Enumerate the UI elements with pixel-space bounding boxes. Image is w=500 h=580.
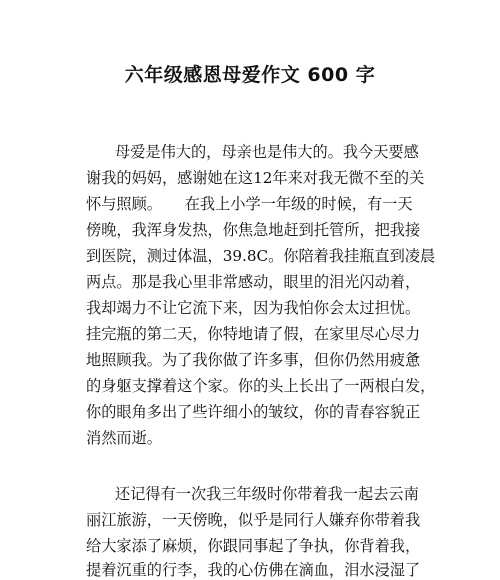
- text-line: 谢我的妈妈，感谢她在这12年来对我无微不至的关: [86, 169, 425, 187]
- text-line: 给大家添了麻烦，你跟同事起了争执，你背着我，: [86, 537, 421, 555]
- text-line: 提着沉重的行李，我的心仿佛在滴血，泪水浸湿了: [86, 561, 421, 579]
- text-line: 母爱是伟大的，母亲也是伟大的。我今天要感: [115, 143, 419, 161]
- document-title: 六年级感恩母爱作文 600 字: [124, 64, 376, 86]
- text-line: 挂完瓶的第二天，你特地请了假，在家里尽心尽力: [86, 325, 421, 343]
- text-line: 消然而逝。: [86, 429, 162, 447]
- text-line: 地照顾我。为了我你做了许多事，但你仍然用疲惫: [86, 351, 421, 369]
- text-line: 我却竭力不让它流下来，因为我怕你会太过担忧。: [86, 299, 421, 317]
- text-line: 两点。那是我心里非常感动，眼里的泪光闪动着，: [86, 273, 421, 291]
- text-line: 你的眼角多出了些许细小的皱纹，你的青春容貌正: [86, 403, 421, 421]
- text-line: 到医院，测过体温，39.8C。你陪着我挂瓶直到凌晨: [86, 247, 436, 265]
- text-line: 丽江旅游，一天傍晚，似乎是同行人嫌弃你带着我: [86, 511, 421, 529]
- text-line: 的身躯支撑着这个家。你的头上长出了一两根白发，: [86, 377, 436, 395]
- text-line: 傍晚，我浑身发热，你焦急地赶到托管所，把我接: [86, 221, 421, 239]
- text-line: 还记得有一次我三年级时你带着我一起去云南: [115, 485, 419, 503]
- text-line: 怀与照顾。 在我上小学一年级的时候，有一天: [86, 195, 413, 213]
